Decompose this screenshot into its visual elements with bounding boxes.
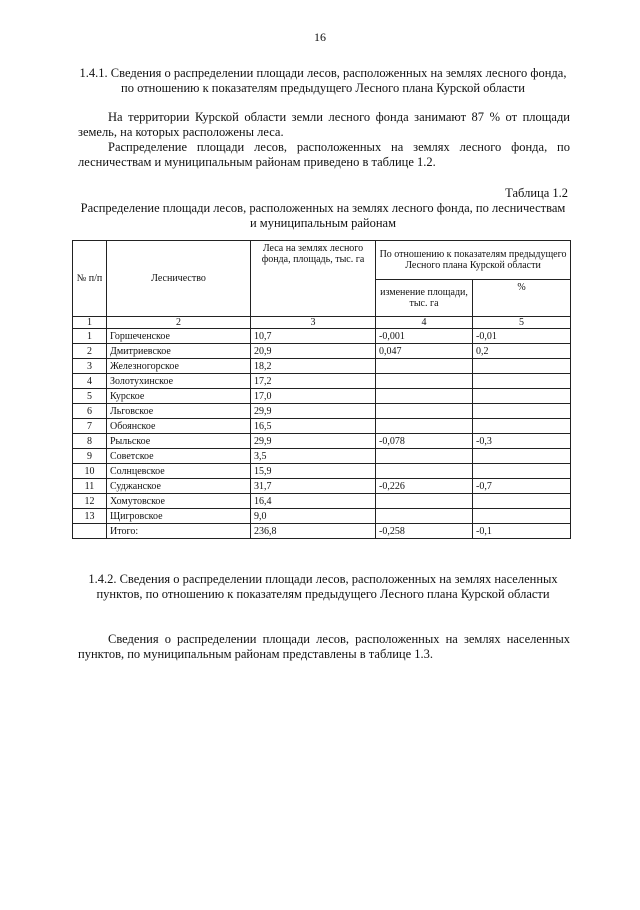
- cell-num: 11: [73, 479, 107, 494]
- paragraph-settlement-lands: Сведения о распределении площади лесов, расположенных на землях населенных пунктов, по муниципальным районам представлены в таблице 1.3.: [78, 632, 570, 661]
- cell-percent: 0,2: [473, 344, 571, 359]
- table-caption: [78, 186, 568, 231]
- cell-num: 3: [73, 359, 107, 374]
- cell-num: 5: [73, 389, 107, 404]
- paragraph-forest-share: На территории Курской области земли лесного фонда занимают 87 % от площади земель, на которых расположены леса.: [78, 110, 570, 139]
- cell-area: 16,5: [251, 419, 376, 434]
- column-number: 1: [73, 317, 107, 329]
- cell-change: [376, 404, 473, 419]
- cell-area: 17,0: [251, 389, 376, 404]
- cell-num: 13: [73, 509, 107, 524]
- cell-name: Железногорское: [107, 359, 251, 374]
- cell-num: 6: [73, 404, 107, 419]
- forest-area-table: [72, 240, 571, 539]
- cell-num: 12: [73, 494, 107, 509]
- total-percent: -0,1: [473, 524, 571, 539]
- table-row: [73, 404, 571, 419]
- cell-percent: [473, 494, 571, 509]
- cell-change: [376, 389, 473, 404]
- cell-num: 10: [73, 464, 107, 479]
- cell-num: 4: [73, 374, 107, 389]
- table-row: [73, 419, 571, 434]
- cell-percent: [473, 374, 571, 389]
- cell-num: 9: [73, 449, 107, 464]
- table-number: Таблица 1.2: [505, 186, 568, 200]
- total-label: Итого:: [107, 524, 251, 539]
- section-1-4-1-body: [78, 110, 570, 170]
- cell-name: Хомутовское: [107, 494, 251, 509]
- cell-num: 2: [73, 344, 107, 359]
- header-forestry: Лесничество: [107, 241, 251, 317]
- column-number: 3: [251, 317, 376, 329]
- table-title: Распределение площади лесов, расположенных на землях лесного фонда, по лесничествам и муниципальным районам: [80, 201, 566, 230]
- cell-percent: [473, 389, 571, 404]
- column-number: 5: [473, 317, 571, 329]
- cell-area: 31,7: [251, 479, 376, 494]
- cell-area: 15,9: [251, 464, 376, 479]
- cell-change: [376, 374, 473, 389]
- cell-area: 17,2: [251, 374, 376, 389]
- cell-percent: -0,01: [473, 329, 571, 344]
- cell-area: 20,9: [251, 344, 376, 359]
- table-row: [73, 359, 571, 374]
- cell-change: -0,001: [376, 329, 473, 344]
- cell-name: Обоянское: [107, 419, 251, 434]
- cell-name: Горшеченское: [107, 329, 251, 344]
- table-row: [73, 494, 571, 509]
- table-row: [73, 344, 571, 359]
- cell-change: [376, 359, 473, 374]
- cell-num: 7: [73, 419, 107, 434]
- cell-change: [376, 509, 473, 524]
- table-row: [73, 374, 571, 389]
- total-change: -0,258: [376, 524, 473, 539]
- cell-num: [73, 524, 107, 539]
- cell-name: Солнцевское: [107, 464, 251, 479]
- total-area: 236,8: [251, 524, 376, 539]
- cell-name: Рыльское: [107, 434, 251, 449]
- cell-change: -0,078: [376, 434, 473, 449]
- cell-name: Льговское: [107, 404, 251, 419]
- cell-name: Щигровское: [107, 509, 251, 524]
- cell-area: 16,4: [251, 494, 376, 509]
- cell-area: 18,2: [251, 359, 376, 374]
- total-row: [73, 524, 571, 539]
- column-number: 4: [376, 317, 473, 329]
- cell-change: [376, 494, 473, 509]
- cell-percent: [473, 449, 571, 464]
- header-num: № п/п: [73, 241, 107, 317]
- section-1-4-2-heading: 1.4.2. Сведения о распределении площади лесов, расположенных на землях населенных пунктов, по отношению к показателям предыдущего Лесного плана Курской области: [88, 572, 558, 601]
- table-row: [73, 464, 571, 479]
- table-body: [73, 317, 571, 539]
- cell-change: 0,047: [376, 344, 473, 359]
- section-1-4-2-body: [78, 632, 570, 662]
- paragraph-table-reference: Распределение площади лесов, расположенных на землях лесного фонда, по лесничествам и муниципальным районам приведено в таблице 1.2.: [78, 140, 570, 169]
- cell-name: Курское: [107, 389, 251, 404]
- cell-change: [376, 419, 473, 434]
- cell-change: [376, 464, 473, 479]
- table-row: [73, 329, 571, 344]
- cell-name: Суджанское: [107, 479, 251, 494]
- cell-area: 10,7: [251, 329, 376, 344]
- cell-percent: [473, 509, 571, 524]
- cell-area: 3,5: [251, 449, 376, 464]
- table-row: [73, 479, 571, 494]
- cell-name: Советское: [107, 449, 251, 464]
- column-number-row: [73, 317, 571, 329]
- section-1-4-1-heading: 1.4.1. Сведения о распределении площади лесов, расположенных на землях лесного фонда, по отношению к показателям предыдущего Лесного плана Курской области: [79, 66, 567, 95]
- cell-area: 9,0: [251, 509, 376, 524]
- header-percent: %: [473, 280, 571, 317]
- column-number: 2: [107, 317, 251, 329]
- cell-percent: [473, 359, 571, 374]
- cell-name: Золотухинское: [107, 374, 251, 389]
- header-comparison: По отношению к показателям предыдущего Лесного плана Курской области: [376, 241, 571, 280]
- header-area: Леса на землях лесного фонда, площадь, тыс. га: [251, 241, 376, 317]
- cell-percent: [473, 464, 571, 479]
- table-row: [73, 434, 571, 449]
- cell-num: 8: [73, 434, 107, 449]
- cell-percent: -0,3: [473, 434, 571, 449]
- header-change: изменение площади, тыс. га: [376, 280, 473, 317]
- page-number: 16: [314, 30, 326, 44]
- cell-area: 29,9: [251, 404, 376, 419]
- cell-area: 29,9: [251, 434, 376, 449]
- cell-percent: [473, 419, 571, 434]
- cell-change: -0,226: [376, 479, 473, 494]
- table-row: [73, 449, 571, 464]
- table-row: [73, 509, 571, 524]
- table-row: [73, 389, 571, 404]
- cell-percent: -0,7: [473, 479, 571, 494]
- cell-name: Дмитриевское: [107, 344, 251, 359]
- cell-change: [376, 449, 473, 464]
- cell-num: 1: [73, 329, 107, 344]
- cell-percent: [473, 404, 571, 419]
